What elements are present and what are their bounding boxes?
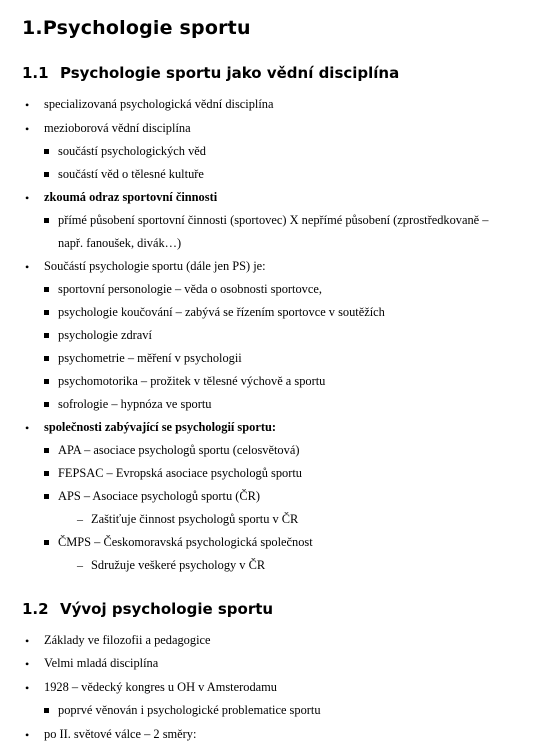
bullet-square: [44, 356, 49, 361]
bullet-square: [44, 333, 49, 338]
bullet-round: •: [25, 728, 30, 742]
list-item: ČMPS – Českomoravská psychologická společnost: [58, 535, 313, 549]
bullet-square: [44, 471, 49, 476]
list-item: Sdružuje veškeré psychology v ČR: [91, 558, 266, 572]
list-item: společnosti zabývající se psychologií sportu:: [44, 420, 276, 434]
list-item: 1928 – vědecký kongres u OH v Amsterodamu: [44, 680, 277, 694]
list-item: přímé působení sportovní činnosti (sportovec) X nepřímé působení (zprostředkovaně –: [58, 213, 489, 227]
section-heading-1-2: [22, 600, 273, 618]
bullet-round: •: [25, 681, 30, 695]
bullet-round: •: [25, 260, 30, 274]
list-item: psychologie koučování – zabývá se řízením sportovce v soutěžích: [58, 305, 385, 319]
bullet-round: •: [25, 634, 30, 648]
list-item: APS – Asociace psychologů sportu (ČR): [58, 489, 261, 503]
list-item: FEPSAC – Evropská asociace psychologů sportu: [58, 466, 303, 480]
section-title: Vývoj psychologie sportu: [60, 600, 274, 618]
bullet-round: •: [25, 421, 30, 435]
bullet-square: [44, 172, 49, 177]
section-title: Psychologie sportu jako vědní disciplína: [60, 64, 400, 82]
list-item: APA – asociace psychologů sportu (celosvětová): [58, 443, 300, 457]
heading-1: 1.Psychologie sportu: [22, 17, 251, 39]
section-number: 1.2: [22, 600, 49, 618]
list-item: specializovaná psychologická vědní disciplína: [44, 97, 274, 111]
bullet-square: [44, 540, 49, 545]
bullet-square: [44, 218, 49, 223]
list-item: zkoumá odraz sportovní činnosti: [44, 190, 218, 204]
list-item: psychometrie – měření v psychologii: [58, 351, 242, 365]
list-item: součástí psychologických věd: [58, 144, 206, 158]
list-item: Základy ve filozofii a pedagogice: [44, 633, 211, 647]
bullet-square: [44, 379, 49, 384]
bullet-square: [44, 708, 49, 713]
list-item: sofrologie – hypnóza ve sportu: [58, 397, 212, 411]
bullet-square: [44, 310, 49, 315]
bullet-dash: –: [77, 512, 83, 526]
section-number: 1.1: [22, 64, 49, 82]
section-heading-1-1: [22, 64, 399, 82]
list-item: psychologie zdraví: [58, 328, 152, 342]
list-item: Zaštiťuje činnost psychologů sportu v ČR: [91, 512, 299, 526]
bullet-round: •: [25, 657, 30, 671]
list-item: Velmi mladá disciplína: [44, 656, 159, 670]
bullet-round: •: [25, 122, 30, 136]
bullet-round: •: [25, 98, 30, 112]
bullet-square: [44, 287, 49, 292]
bullet-square: [44, 402, 49, 407]
bullet-dash: –: [77, 558, 83, 572]
list-item: mezioborová vědní disciplína: [44, 121, 191, 135]
list-item: psychomotorika – prožitek v tělesné výchově a sportu: [58, 374, 326, 388]
list-item: Součástí psychologie sportu (dále jen PS) je:: [44, 259, 266, 273]
list-item: sportovní personologie – věda o osobnosti sportovce,: [58, 282, 322, 296]
list-item: součástí věd o tělesné kultuře: [58, 167, 204, 181]
list-item: poprvé věnován i psychologické problematice sportu: [58, 703, 321, 717]
list-item: po II. světové válce – 2 směry:: [44, 727, 197, 741]
bullet-square: [44, 448, 49, 453]
bullet-square: [44, 494, 49, 499]
bullet-square: [44, 149, 49, 154]
bullet-round: •: [25, 191, 30, 205]
list-item-continuation: např. fanoušek, divák…): [58, 236, 182, 250]
